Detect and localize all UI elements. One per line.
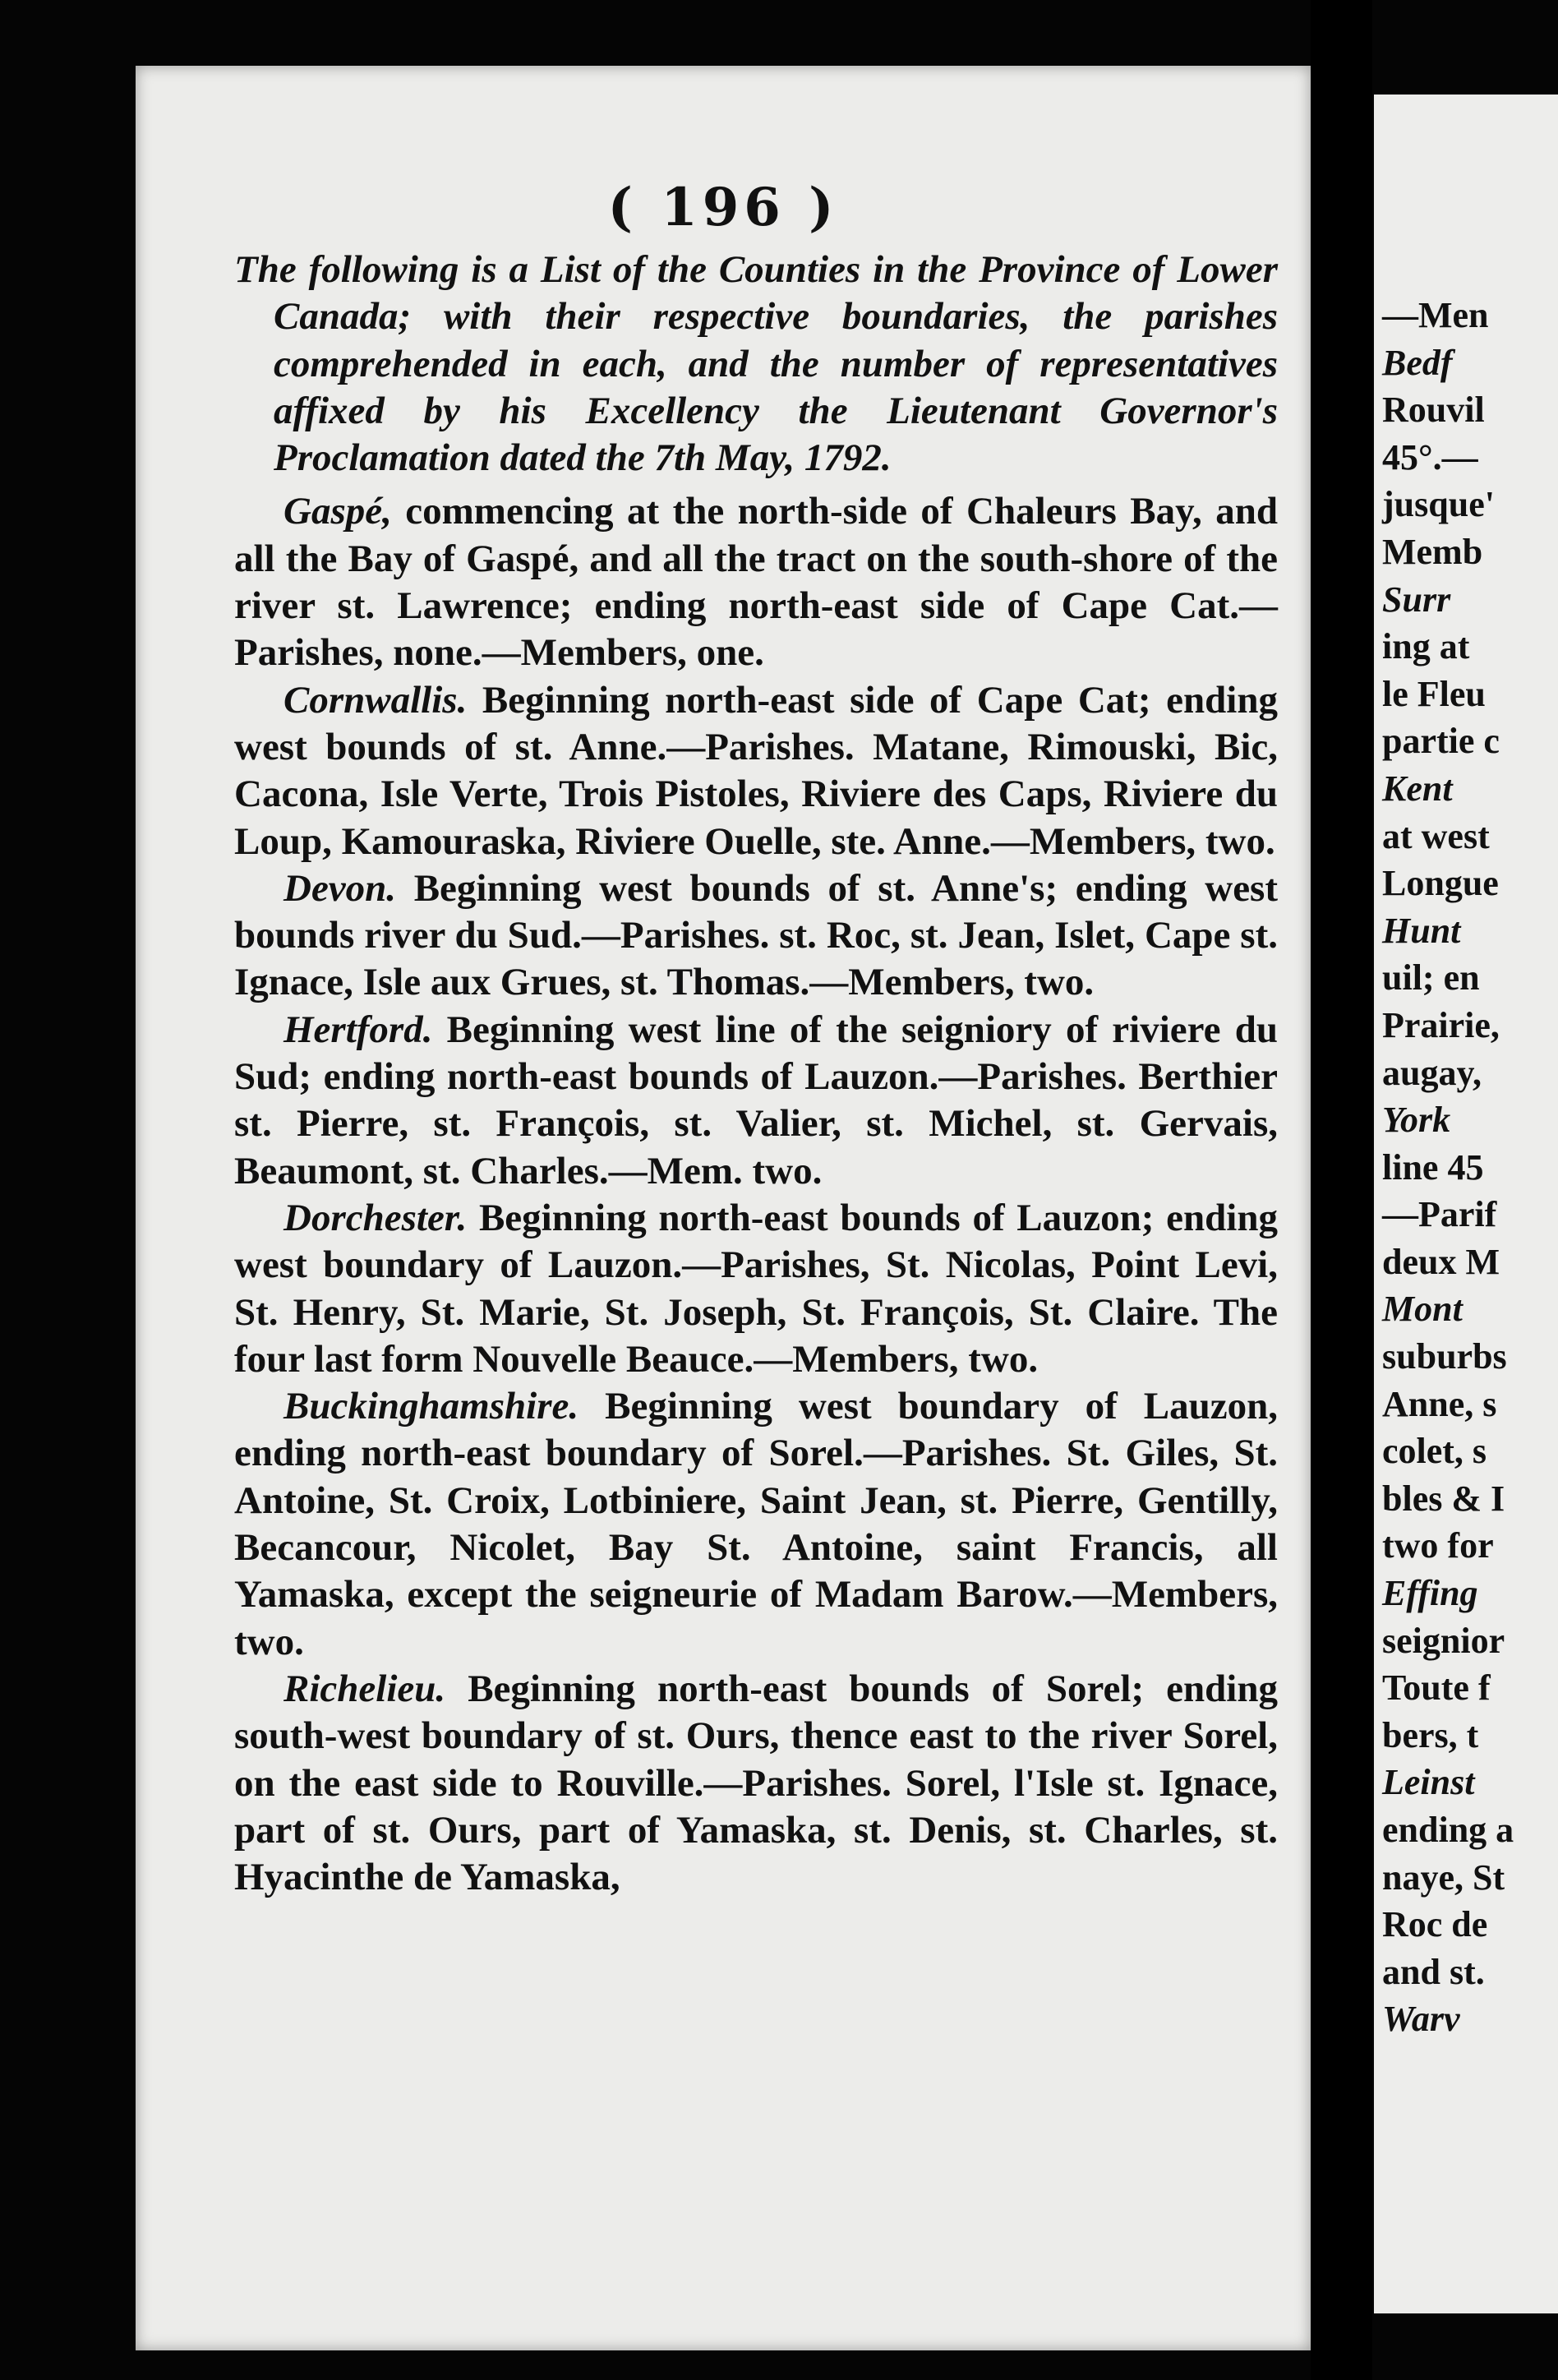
right-line: le Fleu: [1382, 673, 1486, 714]
intro-paragraph: The following is a List of the Counties in the Province of Lower Canada; with their respective boundaries, the parishes comprehended in each, and the number of representatives affixed by his Excellency the Lieutenant Governor's Proclamation dated the 7th May, 1792.: [234, 248, 1278, 480]
right-line: Hunt: [1382, 910, 1461, 951]
right-line: ing at: [1382, 626, 1470, 667]
county-text: Beginning west boundary of Lauzon, ending north-east boundary of Sorel.—Parishes. St. Giles, St. Antoine, St. Croix, Lotbiniere, Saint Jean, st. Pierre, Gentilly, Becancour, Nicolet, Bay St. Antoine, saint Francis, all Yamaska, except the seigneurie of Madam Barow.—Members, two.: [234, 1385, 1278, 1663]
county-name: Cornwallis.: [283, 678, 468, 722]
county-text: Beginning north-east bounds of Sorel; ending south-west boundary of st. Ours, thence east to the river Sorel, on the east side to Rouville.—Parishes. Sorel, l'Isle st. Ignace, part of st. Ours, part of Yamaska, st. Denis, st. Charles, st. Hyacinthe de Yamaska,: [234, 1667, 1278, 1899]
left-page: [136, 66, 1311, 2350]
right-line: Memb: [1382, 531, 1483, 572]
right-line: Kent: [1382, 768, 1453, 809]
right-line: Warv: [1382, 1999, 1460, 2040]
right-line: —Men: [1382, 295, 1489, 335]
right-line: Surr: [1382, 579, 1451, 620]
county-entry-dorchester: [234, 1195, 1278, 1383]
right-line: York: [1382, 1100, 1451, 1141]
right-line: Leinst: [1382, 1762, 1475, 1803]
county-name: Richelieu.: [283, 1667, 446, 1710]
county-name: Dorchester.: [283, 1196, 468, 1239]
right-line: two for: [1382, 1525, 1494, 1566]
book-gutter: [1311, 0, 1372, 2380]
text-body: [234, 247, 1278, 1901]
right-line: augay,: [1382, 1052, 1482, 1093]
county-name: Devon.: [283, 866, 397, 910]
right-line: line 45: [1382, 1146, 1484, 1188]
right-line: Bedf: [1382, 342, 1453, 383]
right-line: 45°.—: [1382, 436, 1478, 477]
county-entry-devon: [234, 865, 1278, 1007]
right-line: Toute f: [1382, 1667, 1491, 1709]
county-entry-cornwallis: [234, 677, 1278, 865]
right-line: bles & I: [1382, 1478, 1505, 1519]
right-line: seignior: [1382, 1620, 1505, 1661]
right-line: colet, s: [1382, 1431, 1487, 1472]
right-line: Rouvil: [1382, 390, 1485, 431]
right-line: and st.: [1382, 1951, 1485, 1992]
county-entry-richelieu: [234, 1666, 1278, 1901]
county-name: Gaspé,: [283, 490, 392, 533]
county-text: Beginning west line of the seigniory of riviere du Sud; ending north-east bounds of Lauzon.—Parishes. Berthier st. Pierre, st. François, st. Valier, st. Michel, st. Gervais, Beaumont, st. Charles.—Mem. two.: [234, 1008, 1278, 1192]
right-line: —Parif: [1382, 1194, 1497, 1235]
right-line: Longue: [1382, 863, 1499, 904]
right-page-fragment: [1374, 95, 1558, 2313]
right-line: jusque': [1382, 484, 1495, 525]
county-text: Beginning north-east bounds of Lauzon; ending west boundary of Lauzon.—Parishes, St. Nicolas, Point Levi, St. Henry, St. Marie, St. Joseph, St. François, St. Claire. The four last form Nouvelle Beauce.—Members, two.: [234, 1196, 1278, 1381]
right-line: bers, t: [1382, 1714, 1479, 1755]
county-text: Beginning west bounds of st. Anne's; ending west bounds river du Sud.—Parishes. st. Roc, st. Jean, Islet, Cape st. Ignace, Isle aux Grues, st. Thomas.—Members, two.: [234, 866, 1278, 1004]
right-line: at west: [1382, 815, 1490, 856]
right-line: Effing: [1382, 1573, 1478, 1614]
page-number: ( 196 ): [607, 177, 839, 238]
county-name: Buckinghamshire.: [283, 1385, 579, 1428]
right-line: uil; en: [1382, 957, 1480, 999]
county-entry-hertford: [234, 1007, 1278, 1195]
county-text: Beginning north-east side of Cape Cat; ending west bounds of st. Anne.—Parishes. Matane, Rimouski, Bic, Cacona, Isle Verte, Trois Pistoles, Riviere des Caps, Riviere du Loup, Kamouraska, Riviere Ouelle, ste. Anne.—Members, two.: [234, 678, 1278, 863]
right-line: Mont: [1382, 1289, 1463, 1330]
right-page-lines: [1382, 292, 1558, 2043]
right-line: Anne, s: [1382, 1383, 1497, 1424]
county-name: Hertford.: [283, 1008, 433, 1051]
right-line: Roc de: [1382, 1904, 1488, 1945]
right-line: suburbs: [1382, 1336, 1507, 1377]
right-line: ending a: [1382, 1810, 1514, 1850]
right-line: naye, St: [1382, 1856, 1505, 1898]
right-line: partie c: [1382, 721, 1500, 762]
county-text: commencing at the north-side of Chaleurs Bay, and all the Bay of Gaspé, and all the tract on the south-shore of the river st. Lawrence; ending north-east side of Cape Cat.—Parishes, none.—Members, one.: [234, 490, 1278, 675]
county-entry-buckinghamshire: [234, 1383, 1278, 1666]
right-line: Prairie,: [1382, 1004, 1500, 1045]
county-entry-gaspe: [234, 488, 1278, 676]
right-line: deux M: [1382, 1241, 1500, 1282]
